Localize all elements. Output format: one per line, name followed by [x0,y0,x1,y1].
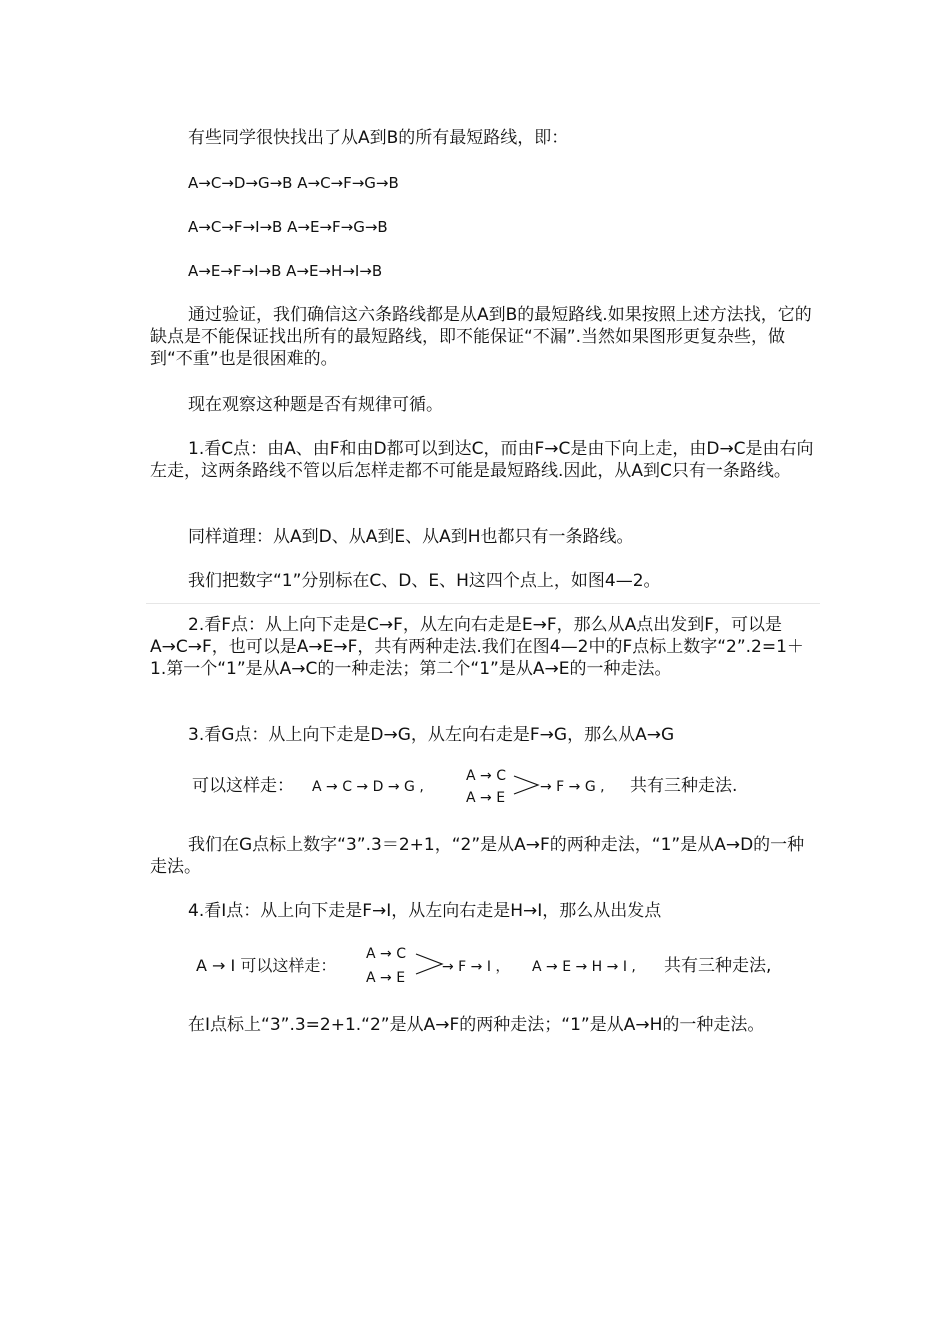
verify-paragraph: 通过验证，我们确信这六条路线都是从A到B的最短路线.如果按照上述方法找，它的缺点是不能保证找出所有的最短路线，即不能保证“不漏”.当然如果图形更复杂些，做到“不重”也是很困难的。 [150,305,812,369]
g-ways-path1: A → C → D → G , [312,779,424,795]
i-merge-chevron-icon [416,952,444,976]
g-ways-prefix: 可以这样走： [192,776,294,796]
point-f-paragraph: 2.看F点：从上向下走是C→F，从左向右走是E→F，那么从A点出发到F，可以是A→C→F，也可以是A→E→F，共有两种走法.我们在图4—2中的F点标上数字“2”.2=1＋1.第一个“1”是从A→C的一种走法；第二个“1”是从A→E的一种走法。 [150,615,804,679]
point-g-paragraph: 3.看G点：从上向下走是D→G，从左向右走是F→G，那么从A→G [188,725,675,745]
intro-paragraph: 有些同学很快找出了从A到B的所有最短路线，即： [188,128,569,148]
i-ways-after: → F → I ， [442,959,510,975]
same-paragraph: 同样道理：从A到D、从A到E、从A到H也都只有一条路线。 [188,527,634,547]
g-ways-after: → F → G , [540,779,605,795]
mark-paragraph: 我们把数字“1”分别标在C、D、E、H这四个点上，如图4—2。 [188,571,661,591]
g-ways-branch-bottom: A → E [466,790,506,806]
divider-line [146,603,820,604]
g-ways-branch-top: A → C [466,768,506,784]
point-i-paragraph: 4.看I点：从上向下走是F→I，从左向右走是H→I，那么从出发点 [188,901,662,921]
i-mark-paragraph: 在I点标上“3”.3=2+1.“2”是从A→F的两种走法；“1”是从A→H的一种走法。 [188,1015,765,1035]
i-ways-branch-top: A → C [366,946,406,962]
g-merge-chevron-icon [514,774,540,796]
i-ways-path2: A → E → H → I , [532,959,636,975]
i-ways-suffix: 共有三种走法, [664,956,772,976]
g-mark-paragraph: 我们在G点标上数字“3”.3＝2+1，“2”是从A→F的两种走法，“1”是从A→D的一种走法。 [150,835,805,877]
route-line-1: A→C→D→G→B A→C→F→G→B [188,174,399,192]
i-ways-branch-bottom: A → E [366,970,406,986]
route-line-2: A→C→F→I→B A→E→F→G→B [188,218,388,236]
point-c-paragraph: 1.看C点：由A、由F和由D都可以到达C，而由F→C是由下向上走，由D→C是由右向左走，这两条路线不管以后怎样走都不可能是最短路线.因此，从A到C只有一条路线。 [150,439,814,481]
i-ways-prefix: A → I 可以这样走： [196,956,337,975]
g-ways-suffix: 共有三种走法. [630,776,738,796]
observe-paragraph: 现在观察这种题是否有规律可循。 [188,395,443,415]
route-line-3: A→E→F→I→B A→E→H→I→B [188,262,383,280]
